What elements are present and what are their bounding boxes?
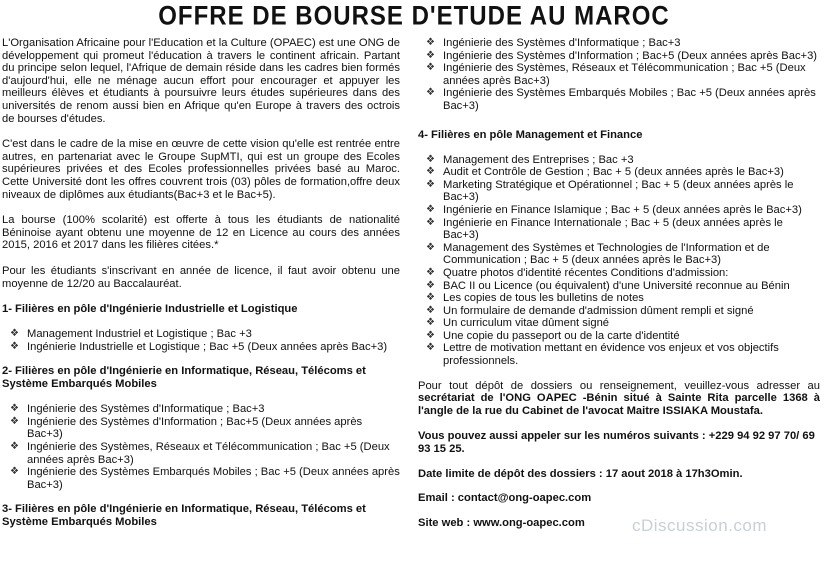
section-4-heading: 4- Filières en pôle Management et Finance: [418, 128, 643, 141]
section-3-list: [418, 37, 820, 113]
section-2-heading: 2- Filières en pôle d'Ingénierie en Informatique, Réseau, Télécoms et Système Embarqués Mobiles: [2, 365, 366, 391]
right-column: [418, 37, 820, 541]
list-item: ❖ Ingénierie des Systèmes Embarqués Mobiles ; Bac +5 (Deux années après Bac+3): [10, 466, 400, 491]
license-paragraph: Pour les étudiants s'inscrivant en année de licence, il faut avoir obtenu une moyenne de 12/20 au Baccalauréat.: [2, 264, 400, 290]
bullet-icon: ❖: [426, 37, 435, 48]
list-item: ❖ Ingénierie des Systèmes d'Informatique ; Bac+3: [10, 403, 265, 416]
list-item: ❖ Ingénierie des Systèmes, Réseaux et Télécommunication ; Bac +5 (Deux années après Bac+3): [10, 441, 390, 466]
section-4-list: [418, 154, 820, 368]
watermark: cDiscussion.com: [632, 516, 768, 535]
bullet-icon: ❖: [10, 328, 19, 340]
intro-paragraph: L'Organisation Africaine pour l'Education et la Culture (OPAEC) est une ONG de développement qui promeut l'éducation à travers le continent africain. Partant du principe selon lequel, l'Afrique de demain réside dans les cadres bien formés d'aujourd'hui, elle ne ménage aucun effort pour encourager et appuyer les meilleurs élèves et étudiants à poursuivre leurs études supérieures dans des universités de renom aussi bien en Afrique qu'en Europe à travers des octrois de bourses d'études.: [2, 37, 400, 125]
bullet-icon: ❖: [426, 304, 435, 316]
list-item: ❖ Un curriculum vitae dûment signé: [426, 317, 610, 330]
bullet-icon: ❖: [10, 466, 19, 478]
bullet-icon: ❖: [426, 329, 435, 341]
list-item: ❖ BAC II ou Licence (ou équivalent) d'une Université reconnue au Bénin: [426, 279, 790, 292]
bullet-icon: ❖: [426, 153, 435, 165]
website-link: Site web : www.ong-oapec.com: [418, 516, 585, 529]
bullet-icon: ❖: [426, 317, 435, 329]
bullet-icon: ❖: [10, 441, 19, 453]
list-item: ❖ Ingénierie en Finance Internationale ; Bac + 5 (deux années après le Bac+3): [426, 216, 783, 242]
list-item: ❖ Ingénierie des Systèmes d'Information ; Bac+5 (Deux années après Bac+3): [10, 415, 363, 441]
list-item: ❖ Marketing Stratégique et Opérationnel ; Bac + 5 (deux années après le Bac+3): [426, 178, 794, 204]
bullet-icon: ❖: [426, 216, 435, 228]
list-item: ❖ Management des Systèmes et Technologies de l'Information et de Communication ; Bac + 5 (deux années après le Bac+3): [426, 241, 770, 267]
section-1-list: [2, 328, 400, 353]
list-item: ❖ Management Industriel et Logistique ; Bac +3: [10, 328, 252, 341]
bullet-icon: ❖: [426, 49, 435, 61]
section-2-list: [2, 403, 400, 491]
bullet-icon: ❖: [10, 403, 19, 415]
list-item: ❖ Ingénierie des Systèmes Embarqués Mobiles ; Bac +5 (Deux années après Bac+3): [426, 87, 816, 112]
deposit-address: secrétariat de l'ONG OAPEC -Bénin situé à Sainte Rita parcelle 1368 à l'angle de la rue du Cabinet de l'avocat Maitre ISSIAKA Moustafa.: [418, 392, 820, 417]
list-item: ❖ Ingénierie Industrielle et Logistique ; Bac +5 (Deux années après Bac+3): [10, 340, 388, 353]
partnership-paragraph: C'est dans le cadre de la mise en œuvre de cette vision qu'elle est rentrée entre autres, en partenariat avec le Groupe SupMTI, qui est un groupe des Ecoles supérieures privées et des Ecoles professionnelles privées basé au Maroc. Cette Université dont les offres couvrent trois (03) pôles de formation,offre deux niveaux de diplômes aux étudiants(Bac+3 et le Bac+5).: [2, 138, 400, 201]
bullet-icon: ❖: [426, 266, 435, 278]
bullet-icon: ❖: [426, 203, 435, 215]
list-item: ❖ Management des Entreprises ; Bac +3: [426, 153, 634, 166]
bullet-icon: ❖: [426, 279, 435, 291]
bullet-icon: ❖: [426, 342, 435, 354]
scholarship-paragraph: La bourse (100% scolarité) est offerte à tous les étudiants de nationalité Béninoise ayant obtenu une moyenne de 12 en Licence au cours des années 2015, 2016 et 2017 dans les filières citées.*: [2, 214, 400, 252]
list-item: ❖ Ingénierie des Systèmes d'Informatique ; Bac+3: [426, 37, 681, 49]
bullet-icon: ❖: [426, 292, 435, 304]
section-1-heading: 1- Filières en pôle d'Ingénierie Industrielle et Logistique: [2, 303, 298, 316]
list-item: ❖ Les copies de tous les bulletins de notes: [426, 292, 644, 305]
list-item: ❖ Lettre de motivation mettant en évidence vos enjeux et vos objectifs professionnels.: [426, 342, 779, 368]
list-item: ❖ Ingénierie des Systèmes d'Information ; Bac+5 (Deux années après Bac+3): [426, 49, 818, 62]
bullet-icon: ❖: [426, 241, 435, 253]
bullet-icon: ❖: [10, 340, 19, 352]
deposit-paragraph: [418, 380, 820, 418]
list-item: ❖ Ingénierie en Finance Islamique ; Bac + 5 (deux années après le Bac+3): [426, 203, 802, 216]
section-3-heading: 3- Filières en pôle d'Ingénierie en Informatique, Réseau, Télécoms et Système Embarqués Mobiles: [2, 503, 366, 529]
deadline: Date limite de dépôt des dossiers : 17 aout 2018 à 17h3Omin.: [418, 467, 743, 480]
bullet-icon: ❖: [426, 62, 435, 74]
list-item: ❖ Quatre photos d'identité récentes Conditions d'admission:: [426, 266, 729, 279]
deposit-intro: Pour tout dépôt de dossiers ou renseignement, veuillez-vous adresser au: [418, 379, 820, 392]
bullet-icon: ❖: [10, 415, 19, 427]
list-item: ❖ Audit et Contrôle de Gestion ; Bac + 5 (deux années après le Bac+3): [426, 166, 784, 179]
page-title: OFFRE DE BOURSE D'ETUDE AU MAROC: [158, 1, 670, 32]
list-item: ❖ Un formulaire de demande d'admission dûment rempli et signé: [426, 304, 754, 317]
email-contact: Email : contact@ong-oapec.com: [418, 492, 592, 505]
list-item: ❖ Ingénierie des Systèmes, Réseaux et Télécommunication ; Bac +5 (Deux années après Bac+3): [426, 62, 806, 87]
bullet-icon: ❖: [426, 178, 435, 190]
phone-numbers: Vous pouvez aussi appeler sur les numéros suivants : +229 94 92 97 70/ 69 93 15 25.: [418, 430, 815, 456]
left-column: [2, 37, 400, 529]
bullet-icon: ❖: [426, 166, 435, 178]
bullet-icon: ❖: [426, 87, 435, 99]
list-item: ❖ Une copie du passeport ou de la carte d'identité: [426, 329, 680, 342]
